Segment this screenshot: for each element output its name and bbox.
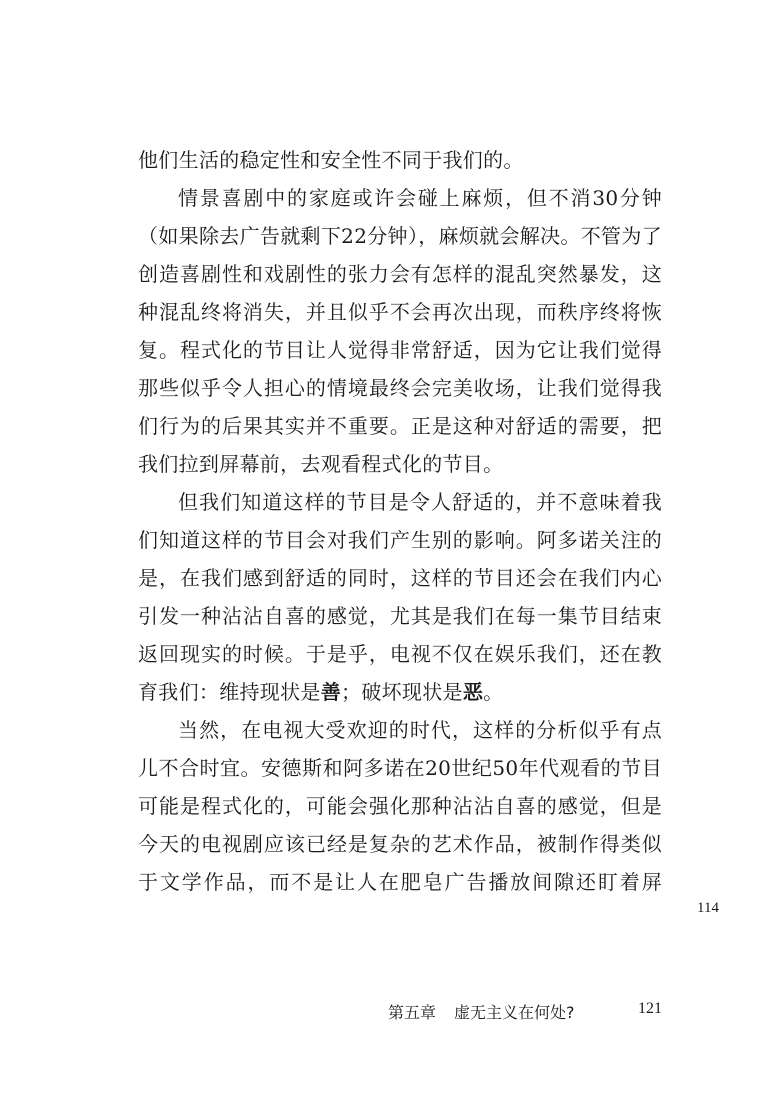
body-text: [138, 141, 662, 901]
text-line: 们知道这样的节目会对我们产生别的影响。阿多诺关注的: [138, 528, 662, 552]
text-line: 可能是程式化的，可能会强化那种沾沾自喜的感觉，但是: [138, 794, 662, 818]
text-line: 当然，在电视大受欢迎的时代，这样的分析似乎有点: [178, 718, 662, 742]
text-line: 创造喜剧性和戏剧性的张力会有怎样的混乱突然暴发，这: [138, 262, 662, 286]
text-line: 们行为的后果其实并不重要。正是这种对舒适的需要，把: [138, 414, 662, 438]
text-line: 种混乱终将消失，并且似乎不会再次出现，而秩序终将恢: [138, 300, 662, 324]
line-prefix: 育我们：维持现状是: [138, 680, 321, 704]
footer-page-number: 121: [638, 1000, 662, 1017]
text-line: 引发一种沾沾自喜的感觉，尤其是我们在每一集节目结束: [138, 604, 662, 628]
text-line: 于文学作品，而不是让人在肥皂广告播放间隙还盯着屏: [138, 870, 662, 894]
footer-chapter: 第五章: [388, 1003, 437, 1022]
line-middle: ；破坏现状是: [341, 680, 463, 704]
text-line: 那些似乎令人担心的情境最终会完美收场，让我们觉得我: [138, 376, 662, 400]
text-line: 是，在我们感到舒适的同时，这样的节目还会在我们内心: [138, 566, 662, 590]
footer-title: 虚无主义在何处?: [454, 1003, 575, 1022]
text-line: 返回现实的时候。于是乎，电视不仅在娱乐我们，还在教: [138, 642, 662, 666]
text-line: 复。程式化的节目让人觉得非常舒适，因为它让我们觉得: [138, 338, 662, 362]
text-line-emphasis: [138, 673, 662, 711]
text-line: 今天的电视剧应该已经是复杂的艺术作品，被制作得类似: [138, 832, 662, 856]
text-line: （如果除去广告就剩下22分钟），麻烦就会解决。不管为了: [138, 224, 662, 248]
emphasis-evil: 恶: [462, 680, 484, 704]
text-line: 他们生活的稳定性和安全性不同于我们的。: [138, 148, 524, 172]
original-page-number: 114: [697, 900, 719, 916]
text-line: 情景喜剧中的家庭或许会碰上麻烦，但不消30分钟: [178, 186, 662, 210]
line-suffix: 。: [483, 680, 504, 704]
text-line: 我们拉到屏幕前，去观看程式化的节目。: [138, 452, 504, 476]
text-line: 但我们知道这样的节目是令人舒适的，并不意味着我: [178, 490, 662, 514]
text-line: 儿不合时宜。安德斯和阿多诺在20世纪50年代观看的节目: [138, 756, 662, 780]
emphasis-good: 善: [320, 680, 342, 704]
